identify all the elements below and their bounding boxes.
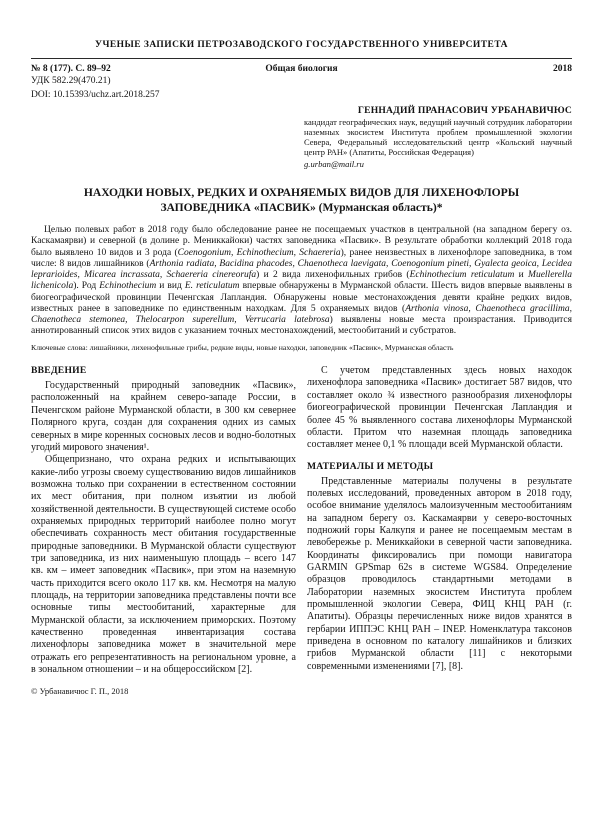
udc-code: УДК 582.29(470.21) [31, 76, 111, 86]
two-column-body [31, 365, 572, 696]
header-divider [31, 58, 572, 59]
author-name: ГЕННАДИЙ ПРАНАСОВИЧ УРБАНАВИЧЮС [357, 105, 572, 116]
paper-title-line2: ЗАПОВЕДНИКА «ПАСВИК» (Мурманская область)* [160, 201, 443, 215]
left-column [31, 365, 296, 696]
author-block [304, 105, 572, 169]
right-column [307, 365, 572, 696]
issue-row [31, 64, 572, 74]
journal-title: УЧЕНЫЕ ЗАПИСКИ ПЕТРОЗАВОДСКОГО ГОСУДАРСТВЕННОГО УНИВЕРСИТЕТА [95, 40, 508, 50]
section-name: Общая биология [265, 64, 338, 74]
issue-info: № 8 (177). С. 89–92 [31, 64, 111, 74]
introduction-paragraph-2: Общепризнано, что охрана редких и испытывающих какие-либо угрозы своему существованию видов лишайников возможна только при сохранении в естественном состоянии их мест обитания, при полном изъятии из любой хозяйственной деятельности. В существующей системе особо охраняемых природных территорий наиболее полно могут обеспечивать сохранность мест обитания государственные природные заповедники. В Мурманской области существуют три заповедника, из них наименьшую площадь – всего 147 кв. км – имеет заповедник «Пасвик», при этом на наземную часть приходится всего около 117 кв. км. Несмотря на малую площадь, на территории заповедника представлены почти все основные типы местообитаний, характерные для Мурманской области, за исключением приморских. Поэтому качественно проведенная инвентаризация состава лихенофлоры заповедника может в значительной мере отражать его репрезентативность на региональном уровне, а в зональном отношении – и на общероссийском [2]. [31, 454, 296, 676]
copyright-note: © Урбанавичюс Г. П., 2018 [31, 686, 129, 697]
introduction-paragraph-3: С учетом представленных здесь новых находок лихенофлора заповедника «Пасвик» достигает 587 видов, что составляет около ¾ известного разнообразия лихенофлоры биогеографической провинции Печенгская Лапландия и более 45 % выявленного состава лихенофлоры Мурманской области. Притом что наземная площадь заповедника составляет менее 0,1 % площади всей Мурманской области. [307, 365, 572, 451]
paper-title [37, 185, 566, 215]
issue-year: 2018 [552, 64, 572, 74]
author-email: g.urban@mail.ru [304, 159, 364, 170]
doi-code: DOI: 10.15393/uchz.art.2018.257 [31, 89, 160, 100]
keywords-line: Ключевые слова: лишайники, лихенофильные грибы, редкие виды, новые находки, заповедник «Пасвик», Мурманская область [31, 342, 454, 352]
methods-paragraph-1: Представленные материалы получены в результате полевых исследований, проведенных автором в 2018 году, особое внимание уделялось малоизученным местообитаниям на западном берегу оз. Каскамаярви у северо-восточных подножий горы Калкупя и ранее не посещаемым местам в левобережье р. Мениккайоки в северной части заповедника. Координаты фиксировались при помощи навигатора GARMIN GPSmap 62s в системе WGS84. Определение образцов проводилось стандартными методами в Лаборатории наземных экосистем Института проблем промышленной экологии Севера, ФИЦ КНЦ РАН (г. Апатиты). Образцы перечисленных ниже видов хранятся в гербарии ИППЭС КНЦ РАН – INEP. Номенклатура таксонов приведена в основном по каталогу лишайников и близких грибов Мурманской области [11] с некоторыми современными изменениями [7], [8]. [307, 475, 572, 672]
introduction-heading: ВВЕДЕНИЕ [31, 365, 87, 377]
abstract-text: Целью полевых работ в 2018 году было обследование ранее не посещаемых участков в центральной (на западном берегу оз. Каскамаярви) и северной (в долине р. Мениккайоки) частях заповедника «Пасвик». В результате обработки коллекций 2018 года было выявлено 10 видов и 3 рода (Coenogonium, Echinothecium, Schaereria), ранее неизвестных в лихенофлоре заповедника, в том числе: 8 видов лишайников (Arthonia radiata, Bacidina phacodes, Chaenotheca laevigata, Coenogonium pineti, Gyalecta geoica, Lecidea leprarioides, Micarea incrassata, Schaereria cinereorufa) и 2 вида лихенофильных грибов (Echinothecium reticulatum и Muellerella lichenicola). Род Echinothecium и вид E. reticulatum впервые обнаружены в Мурманской области. Шесть видов впервые выявлены в биогеографической провинции Печенгская Лапландия. Обнаружены новые местонахождения девяти крайне редких видов, известных ранее в заповеднике по единственным находкам. Для 5 охраняемых видов (Arthonia vinosa, Chaenotheca gracillima, Chaenotheca stemonea, Thelocarpon superellum, Verrucaria latebrosa) выявлены новые места произрастания. Приводится аннотированный список этих видов с указанием точных местонахождений, местообитаний и субстратов. [31, 225, 573, 337]
paper-title-line1: НАХОДКИ НОВЫХ, РЕДКИХ И ОХРАНЯЕМЫХ ВИДОВ ДЛЯ ЛИХЕНОФЛОРЫ [83, 186, 520, 200]
methods-heading: МАТЕРИАЛЫ И МЕТОДЫ [307, 460, 434, 472]
author-affiliation: кандидат географических наук, ведущий научный сотрудник лаборатории наземных экосистем Института проблем промышленной экологии Севера, Федеральный исследовательский центр «Кольский научный центр РАН» (Апатиты, Российская Федерация) [304, 117, 572, 157]
introduction-paragraph-1: Государственный природный заповедник «Пасвик», расположенный на крайнем северо-западе России, в Печенгском районе Мурманской области, в 300 км севернее Полярного круга, создан для сохранения одних из самых северных в мире коренных сосновых лесов и водно-болотных угодий мирового значения¹. [31, 380, 296, 453]
